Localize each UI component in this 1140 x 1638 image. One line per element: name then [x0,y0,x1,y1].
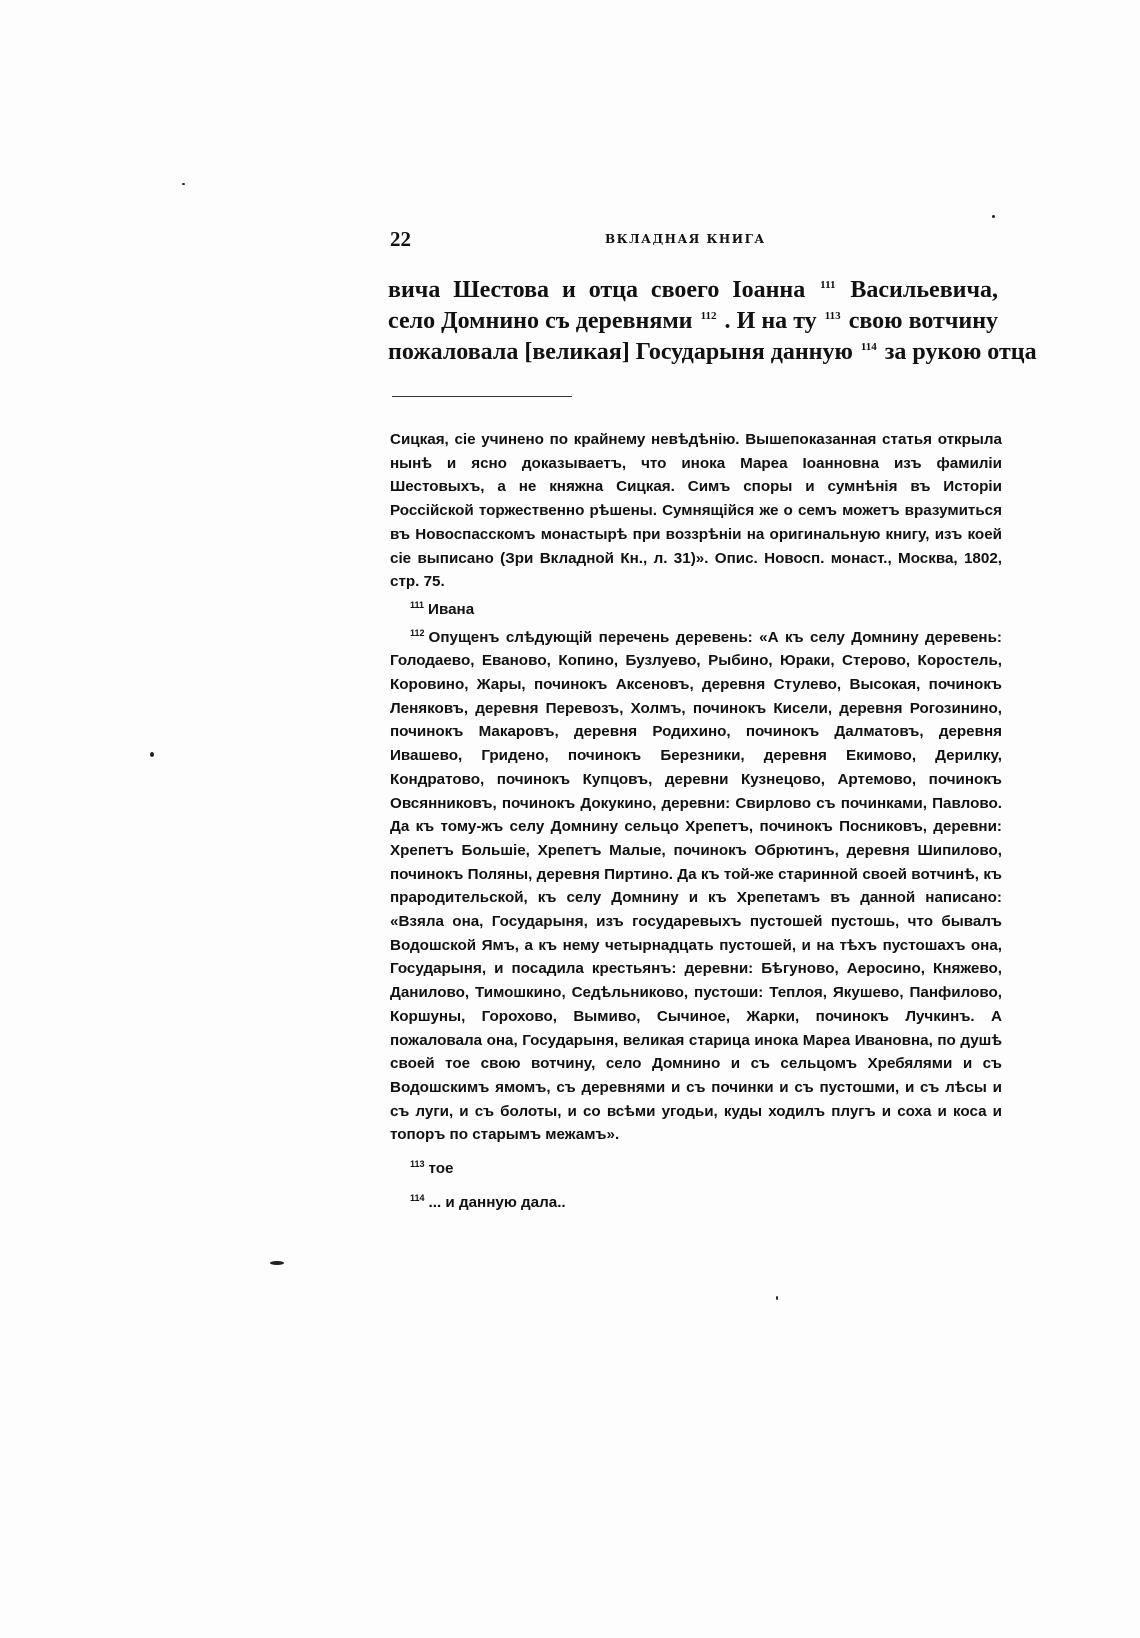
footnote-text: Опущенъ слѣдующій перечень деревень: «А къ селу Домнину деревень: Голодаево, Евановo, Копино, Бузлуево, Рыбино, Юраки, Стерово, Коростель, Коровино, Жары, починокъ Аксеновъ, деревня Стулево, Высокая, починокъ Леняковъ, деревня Перевозъ, Холмъ, починокъ Кисели, деревня Рогозинино, починокъ Макаровъ, деревня Родихино, починокъ Далматовъ, деревня Ивашево, Гридено, починокъ Березники, деревня Екимово, Дерилку, Кондратово, починокъ Купцовъ, деревни Кузнецово, Артемово, починокъ Овсянниковъ, починокъ Докукино, деревни: Свирлово съ починками, Павлово. Да къ тому-жъ селу Домнину сельцо Хрепетъ, починокъ Посниковъ, деревни: Хрепетъ Большіе, Хрепетъ Малые, починокъ Обрютинъ, деревня Шипилово, починокъ Поляны, деревня Пиртино. Да къ той-же старинной своей вотчинѣ, къ прародительской, къ селу Домнину и къ Хрепетамъ въ данной написано: «Взяла она, Государыня, изъ государевыхъ пустошей пустошь, что бывалъ Водошской Ямъ, а къ нему четырнадцать пустошей, и на тѣхъ пустошахъ она, Государыня, и посадила крестьянъ: деревни: Бѣгуново, Аеросино, Княжево, Данилово, Тимошкино, Седѣльниково, пустоши: Теплоя, Якушево, Панфилово, Коршуны, Горохово, Вымиво, Сычиное, Жарки, починокъ Лучкинъ. А пожаловала она, Государыня, великая старица инока Мареа Ивановна, по душѣ своей тое свою вотчину, село Домнино и съ сельцомъ Хребялями и съ Водошскимъ ямомъ, съ деревнями и съ починки и съ пустошми, и съ лѣсы и съ луги, и съ болоты, и со всѣми угодьи, куды ходилъ плугъ и соха и коса и топоръ по старымъ межамъ». [390,628,1002,1144]
text-fragment: Васильевича, [850,277,999,303]
scan-speck [182,183,185,185]
main-text-line [388,337,1037,368]
text-fragment: вича Шестова и отца своего Іоанна [388,277,806,303]
footnotes [390,428,1002,1219]
main-text-line [388,275,998,306]
footnote-number: 114 [410,1192,425,1203]
footnote-number: 112 [410,627,425,638]
footnote-112 [390,626,1002,1147]
scan-speck [150,752,154,757]
footnote-111 [390,598,1002,622]
footnote-continuation: Сицкая, сіе учинено по крайнему невѣдѣнію. Вышепоказанная статья открыла нынѣ и ясно доказываетъ, что инока Мареа Іоанновна изъ фамиліи Шестовыхъ, а не княжна Сицкая. Симъ споры и сумнѣнія въ Исторіи Россійской торжественно рѣшены. Сумнящійся же о семъ можетъ вразумиться въ Новоспасскомъ монастырѣ при воззрѣніи на оригинальную книгу, изъ коей сіе выписано (Зри Вкладной Кн., л. 31)». Опис. Новосп. монаст., Москва, 1802, стр. 75. [390,431,1002,591]
main-text [388,275,1037,368]
footnote-text: Ивана [428,600,475,618]
scan-speck [776,1296,778,1300]
page-number: 22 [390,227,411,251]
footnote-113 [390,1157,1002,1181]
running-title: ВКЛАДНАЯ КНИГА [605,232,766,246]
text-fragment: пожаловала [великая] Государыня данную [388,339,853,365]
scan-speck [270,1261,284,1265]
main-text-line [388,306,998,337]
scan-speck [992,215,995,218]
text-fragment: за рукою отца [884,339,1037,365]
footnote-114 [390,1191,1002,1215]
footnote-separator [392,396,572,397]
text-fragment: село Домнино съ деревнями [388,308,693,334]
footnote-ref: 111 [820,279,836,291]
footnote-ref: 113 [824,310,841,322]
running-head [390,227,1020,257]
footnote-ref: 112 [700,310,717,322]
footnote-text: ... и данную дала.. [428,1193,566,1211]
footnote-text: тое [428,1160,454,1178]
text-fragment: свою вотчину [848,308,999,334]
footnote-number: 113 [410,1159,425,1170]
text-fragment: . И на ту [724,308,817,334]
footnote-ref: 114 [860,341,877,353]
footnote-number: 111 [410,599,425,610]
